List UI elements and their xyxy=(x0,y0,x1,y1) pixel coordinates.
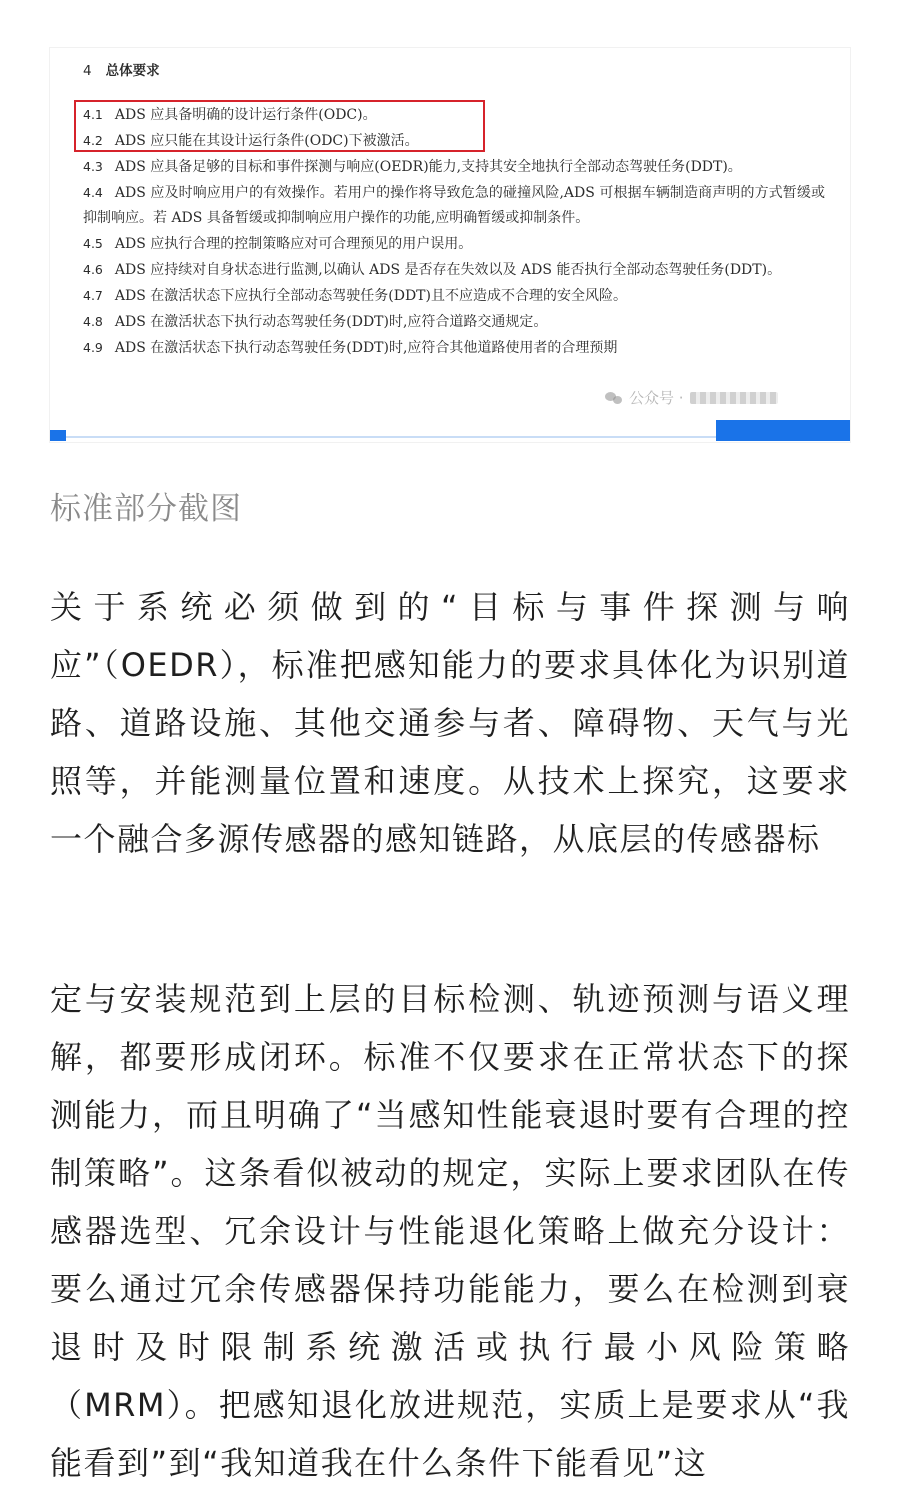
clause-number: 4.6 xyxy=(83,262,103,277)
blue-bar-right xyxy=(716,420,850,441)
red-highlight-box xyxy=(74,100,485,152)
clause-text: ADS 在激活状态下应执行全部动态驾驶任务(DDT)且不应造成不合理的安全风险。 xyxy=(114,288,627,304)
watermark xyxy=(605,387,778,408)
blue-bar-left xyxy=(50,430,66,441)
clause-text: ADS 应及时响应用户的有效操作。若用户的操作将导致危急的碰撞风险,ADS 可根据车辆制造商声明的方式暂缓或抑制响应。若 ADS 具备暂缓或抑制响应用户操作的功能,应明确暂缓或抑制条件。 xyxy=(83,185,825,226)
watermark-text: 公众号 · xyxy=(629,389,684,407)
standard-excerpt-image xyxy=(50,48,850,442)
section-title: 总体要求 xyxy=(105,63,160,79)
clause-4-8 xyxy=(83,309,825,335)
article-paragraph-2: 定与安装规范到上层的目标检测、轨迹预测与语义理解，都要形成闭环。标准不仅要求在正常状态下的探测能力，而且明确了“当感知性能衰退时要有合理的控制策略”。这条看似被动的规定，实际上要求团队在传感器选型、冗余设计与性能退化策略上做充分设计：要么通过冗余传感器保持功能能力，要么在检测到衰退时及时限制系统激活或执行最小风险策略（MRM）。把感知退化放进规范，实质上是要求从“我能看到”到“我知道我在什么条件下能看见”这 xyxy=(50,980,850,1482)
image-caption: 标准部分截图 xyxy=(50,491,242,527)
clause-number: 4.7 xyxy=(83,288,103,303)
clause-number: 4.8 xyxy=(83,314,103,329)
clause-4-4 xyxy=(83,180,825,231)
clause-4-7 xyxy=(83,283,825,309)
clause-number: 4.5 xyxy=(83,236,103,251)
section-heading xyxy=(83,59,160,79)
clause-4-6 xyxy=(83,257,825,283)
clause-text: ADS 应持续对自身状态进行监测,以确认 ADS 是否存在失效以及 ADS 能否执行全部动态驾驶任务(DDT)。 xyxy=(114,262,782,278)
wechat-icon xyxy=(605,391,623,405)
clause-number: 4.1 xyxy=(83,107,103,122)
clause-text: ADS 应具备足够的目标和事件探测与响应(OEDR)能力,支持其安全地执行全部动态驾驶任务(DDT)。 xyxy=(114,159,742,175)
clause-number: 4.2 xyxy=(83,133,103,148)
article-paragraph-1: 关于系统必须做到的“目标与事件探测与响应”（OEDR），标准把感知能力的要求具体化为识别道路、道路设施、其他交通参与者、障碍物、天气与光照等，并能测量位置和速度。从技术上探究，这要求一个融合多源传感器的感知链路，从底层的传感器标 xyxy=(50,588,850,858)
clause-text: ADS 应具备明确的设计运行条件(ODC)。 xyxy=(114,107,377,123)
blurred-account-name xyxy=(690,392,778,404)
clause-number: 4.3 xyxy=(83,159,103,174)
clause-text: ADS 应执行合理的控制策略应对可合理预见的用户误用。 xyxy=(114,236,473,252)
clause-4-5 xyxy=(83,231,825,257)
section-number: 4 xyxy=(83,63,92,79)
clause-4-9 xyxy=(83,335,825,361)
clause-text: ADS 在激活状态下执行动态驾驶任务(DDT)时,应符合其他道路使用者的合理预期 xyxy=(114,340,618,356)
clause-number: 4.4 xyxy=(83,185,103,200)
clause-text: ADS 应只能在其设计运行条件(ODC)下被激活。 xyxy=(114,133,419,149)
clause-text: ADS 在激活状态下执行动态驾驶任务(DDT)时,应符合道路交通规定。 xyxy=(114,314,548,330)
clause-number: 4.9 xyxy=(83,340,103,355)
clause-4-3 xyxy=(83,154,825,180)
blue-divider-line xyxy=(66,436,716,438)
